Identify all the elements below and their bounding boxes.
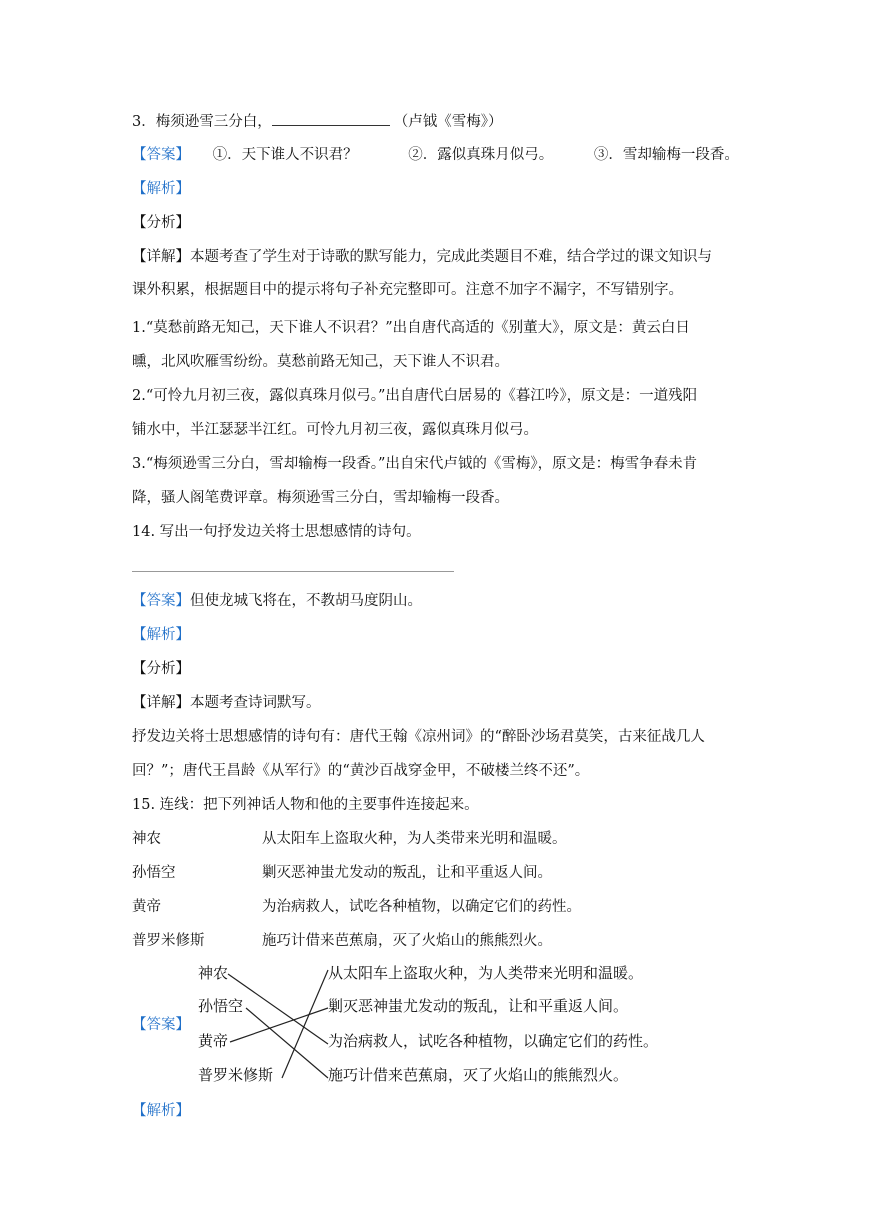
diagram-person-4: 普罗米修斯 [198, 1066, 274, 1084]
diagram-event-1: 从太阳车上盗取火种，为人类带来光明和温暖。 [328, 964, 644, 982]
detail1-p1b: 曛，北风吹雁雪纷纷。莫愁前路无知己，天下谁人不识君。 [132, 354, 509, 370]
answer1-line [132, 145, 739, 165]
q14-detail: 本题考查诗词默写。 [190, 695, 321, 711]
q15-person-3: 黄帝 [132, 899, 161, 915]
fenxi-tag-1: 【分析】 [132, 215, 190, 231]
link-line-prometheus [282, 970, 328, 1078]
q3-blank [272, 111, 390, 126]
q14-title: 14. 写出一句抒发边关将士思想感情的诗句。 [132, 524, 421, 540]
analysis-tag-3: 【解析】 [132, 1103, 190, 1119]
answer-tag: 【答案】 [132, 147, 190, 163]
answer1-opt3: ③．雪却输梅一段香。 [593, 147, 739, 163]
detail1-p2b: 铺水中，半江瑟瑟半江红。可怜九月初三夜，露似真珠月似弓。 [132, 422, 538, 438]
q3-prefix: 3．梅须逊雪三分白， [132, 114, 272, 130]
q14-answer-line [132, 591, 422, 611]
diagram-event-2: 剿灭恶神蚩尤发动的叛乱，让和平重返人间。 [328, 997, 629, 1015]
detail1-text1: 本题考查了学生对于诗歌的默写能力，完成此类题目不难，结合学过的课文知识与 [190, 249, 712, 265]
answer-tag-2: 【答案】 [132, 593, 190, 609]
diagram-person-3: 黄帝 [198, 1032, 229, 1050]
detail1-p3a: 3.“梅须逊雪三分白，雪却输梅一段香。”出自宋代卢钺的《雪梅》，原文是：梅雪争春未肯 [132, 456, 698, 472]
diagram-person-1: 神农 [198, 964, 229, 982]
q15-event-4: 施巧计借来芭蕉扇，灭了火焰山的熊熊烈火。 [262, 933, 552, 949]
diagram-person-2: 孙悟空 [198, 997, 244, 1015]
q15-title: 15. 连线：把下列神话人物和他的主要事件连接起来。 [132, 797, 479, 813]
q15-person-2: 孙悟空 [132, 865, 176, 881]
answer1-opt2: ②．露似真珠月似弓。 [408, 147, 554, 163]
q14-detail-line [132, 693, 321, 713]
q15-person-1: 神农 [132, 831, 161, 847]
q14-answer: 但使龙城飞将在，不教胡马度阴山。 [190, 593, 422, 609]
q3-line [132, 111, 502, 132]
answer-tag-3: 【答案】 [132, 1017, 190, 1033]
analysis-tag-2: 【解析】 [132, 627, 190, 643]
q14-d1: 抒发边关将士思想感情的诗句有：唐代王翰《凉州词》的“醉卧沙场君莫笑，古来征战几人 [132, 729, 705, 745]
q15-event-1: 从太阳车上盗取火种，为人类带来光明和温暖。 [262, 831, 567, 847]
q15-event-3: 为治病救人，试吃各种植物，以确定它们的药性。 [262, 899, 581, 915]
q15-person-4: 普罗米修斯 [132, 933, 205, 949]
detail-tag-2: 【详解】 [132, 695, 190, 711]
detail1-p1a: 1.“莫愁前路无知己，天下谁人不识君？”出自唐代高适的《别董大》，原文是：黄云白日 [132, 320, 690, 336]
answer1-opt1: ①．天下谁人不识君？ [212, 147, 358, 163]
detail1-line2: 课外积累，根据题目中的提示将句子补充完整即可。注意不加字不漏字，不写错别字。 [132, 282, 683, 298]
matching-diagram [190, 958, 670, 1094]
diagram-event-4: 施巧计借来芭蕉扇，灭了火焰山的熊熊烈火。 [328, 1066, 629, 1084]
fenxi-tag-2: 【分析】 [132, 661, 190, 677]
detail-tag-1: 【详解】 [132, 249, 190, 265]
diagram-event-3: 为治病救人，试吃各种植物，以确定它们的药性。 [328, 1032, 659, 1050]
detail1-line1 [132, 247, 712, 267]
detail1-p2a: 2.“可怜九月初三夜，露似真珠月似弓。”出自唐代白居易的《暮江吟》，原文是：一道残阳 [132, 388, 698, 404]
q3-suffix: （卢钺《雪梅》） [393, 114, 503, 130]
q15-event-2: 剿灭恶神蚩尤发动的叛乱，让和平重返人间。 [262, 865, 552, 881]
q14-d2: 回？”；唐代王昌龄《从军行》的“黄沙百战穿金甲，不破楼兰终不还”。 [132, 763, 590, 779]
answer-underline [132, 571, 454, 572]
detail1-p3b: 降，骚人阁笔费评章。梅须逊雪三分白，雪却输梅一段香。 [132, 490, 509, 506]
analysis-tag-1: 【解析】 [132, 181, 190, 197]
